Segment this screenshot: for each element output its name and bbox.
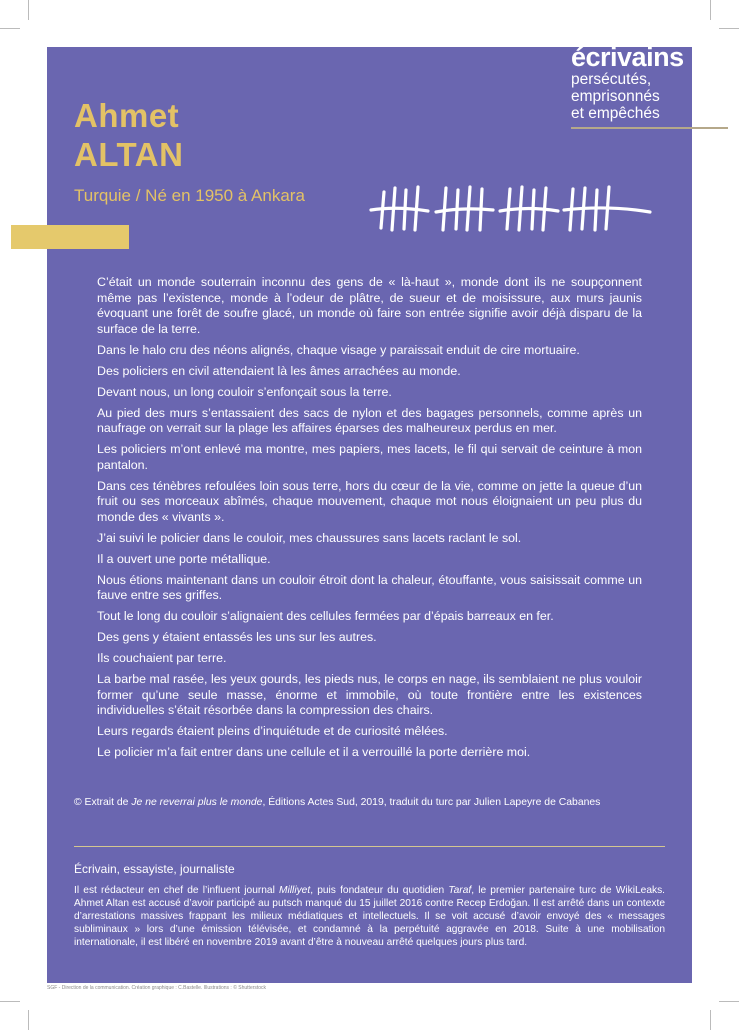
brand-line-1: écrivains [571, 42, 684, 72]
brand-line-2: persécutés, [571, 71, 652, 88]
brand-logo [571, 44, 731, 122]
crop-mark [710, 0, 711, 20]
tally-marks-illustration [368, 180, 653, 240]
bio-journal-2: Taraf [448, 885, 472, 896]
section-divider [74, 846, 665, 847]
accent-bar [11, 225, 129, 249]
excerpt-paragraph: Les policiers m’ont enlevé ma montre, mes papiers, mes lacets, le fil qui servait de ceinture à mon pantalon. [97, 442, 642, 472]
excerpt-text [97, 275, 642, 766]
excerpt-paragraph: Dans le halo cru des néons alignés, chaque visage y paraissait enduit de cire mortuaire. [97, 342, 580, 357]
crop-mark [719, 28, 739, 29]
bio-text [74, 884, 665, 949]
brand-line-3: emprisonnés [571, 88, 660, 105]
brand-line-4: et empêchés [571, 105, 660, 122]
bio-part-1: Il est rédacteur en chef de l’influent journal [74, 885, 280, 896]
excerpt-paragraph: Au pied des murs s’entassaient des sacs de nylon et des bagages personnels, comme après un naufrage on verrait sur la plage les affaires éparses des malheureux perdus en mer. [97, 405, 642, 435]
excerpt-paragraph: Nous étions maintenant dans un couloir étroit dont la chaleur, étouffante, vous saisissait comme un fauve entre ses griffes. [97, 572, 642, 602]
excerpt-paragraph: La barbe mal rasée, les yeux gourds, les pieds nus, le corps en nage, ils semblaient ne plus vouloir former qu’une seule masse, énorme et immobile, où toute frontière entre les existences individuelles s’était résorbée dans la compression des chairs. [97, 672, 642, 717]
author-first-name: Ahmet [74, 97, 180, 134]
crop-mark [28, 0, 29, 20]
excerpt-paragraph: Il a ouvert une porte métallique. [97, 551, 271, 566]
excerpt-credit [74, 796, 674, 809]
crop-mark [719, 1001, 739, 1002]
excerpt-paragraph: Tout le long du couloir s’alignaient des cellules fermées par d’épais barreaux en fer. [97, 609, 554, 623]
credit-book-title: Je ne reverrai plus le monde [131, 797, 263, 808]
bio-journal-1: Milliyet [279, 885, 311, 896]
excerpt-paragraph: J’ai suivi le policier dans le couloir, mes chaussures sans lacets raclant le sol. [97, 530, 522, 545]
excerpt-paragraph: Devant nous, un long couloir s’enfonçait sous la terre. [97, 384, 392, 399]
brand-rule [571, 127, 728, 129]
excerpt-paragraph: Le policier m’a fait entrer dans une cellule et il a verrouillé la porte derrière moi. [97, 745, 531, 759]
crop-mark [0, 28, 20, 29]
crop-mark [28, 1010, 29, 1030]
bio-part-3: , le premier partenaire turc de WikiLeaks. Ahmet Altan est accusé d’avoir participé au putsch manqué du 15 juillet 2016 contre Recep Erdoğan. Il est arrêté dans un contexte d’arrestations massives frappant les milieux médiatiques et intellectuels. Il se voit accusé d’avoir envoyé des « messages subliminaux » lors d’une émission télévisée, et condamné à la perpétuité aggravée en 2018. Suite à une mobilisation internationale, il est libéré en novembre 2019 avant d’être à nouveau arrêté quelques jours plus tard. [74, 885, 665, 948]
credit-suffix: , Éditions Actes Sud, 2019, traduit du turc par Julien Lapeyre de Cabanes [262, 797, 601, 808]
author-name [74, 96, 183, 174]
crop-mark [0, 1001, 20, 1002]
crop-mark [710, 1010, 711, 1030]
excerpt-paragraph: Dans ces ténèbres refoulées loin sous terre, hors du cœur de la vie, comme on jette la queue d’un fruit ou ses morceaux abîmés, chaque mouvement, chaque mot nous éloignaient un peu plus du monde des « vivants ». [97, 478, 642, 524]
bio-part-2: , puis fondateur du quotidien [310, 885, 449, 896]
credit-prefix: © Extrait de [74, 797, 132, 808]
excerpt-paragraph: Des gens y étaient entassés les uns sur les autres. [97, 630, 377, 644]
author-last-name: ALTAN [74, 136, 184, 173]
excerpt-paragraph: Ils couchaient par terre. [97, 651, 227, 665]
author-subtitle: Turquie / Né en 1950 à Ankara [74, 186, 305, 205]
excerpt-paragraph: C’était un monde souterrain inconnu des gens de « là-haut », monde dont ils ne soupçonnent même pas l’existence, monde à l’odeur de plâtre, de sueur et de moisissure, aux murs jaunis évoquant une forêt de soufre glacé, un monde où faire son entrée signifie avoir déjà disparu de la surface de la terre. [97, 275, 642, 336]
bio-title: Écrivain, essayiste, journaliste [74, 862, 235, 876]
footer-credits: SGF - Direction de la communication. Création graphique : C.Bastelle. Illustrations : © Shutterstock [47, 985, 267, 991]
excerpt-paragraph: Leurs regards étaient pleins d’inquiétude et de curiosité mêlées. [97, 724, 448, 738]
excerpt-paragraph: Des policiers en civil attendaient là les âmes arrachées au monde. [97, 363, 461, 378]
